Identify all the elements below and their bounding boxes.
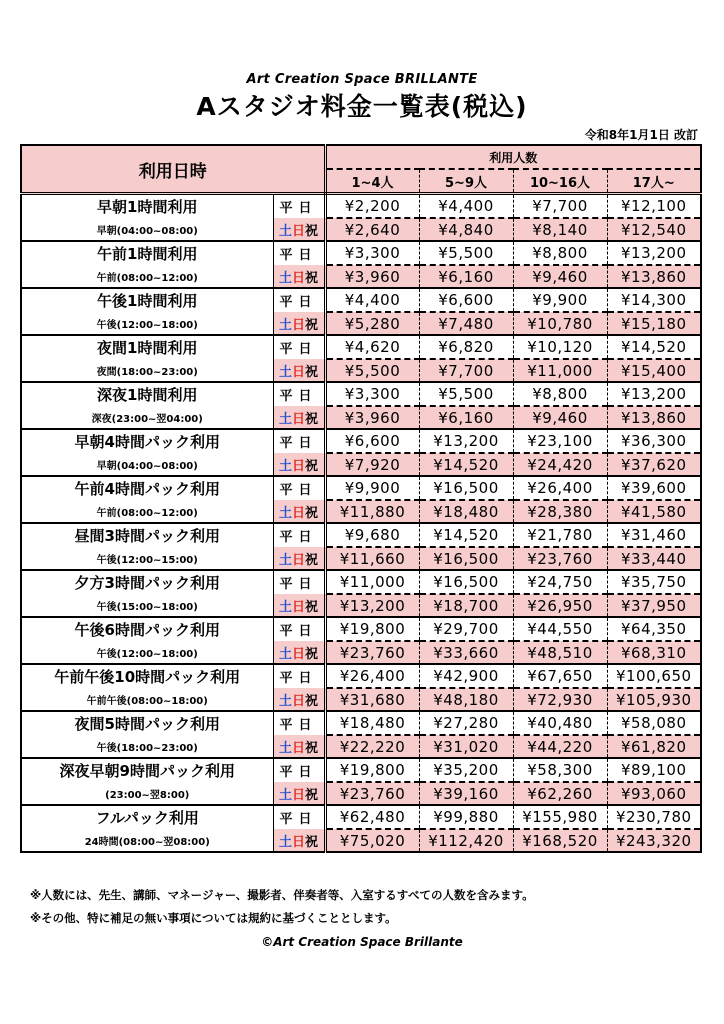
holiday-price: ¥23,760 [325,782,419,805]
weekday-price: ¥39,600 [607,476,701,500]
sunday-mark: 日 [291,599,305,615]
holiday-price: ¥62,260 [513,782,607,805]
weekday-price: ¥44,550 [513,617,607,641]
plan-holiday-row [21,359,701,382]
holiday-price: ¥168,520 [513,829,607,852]
holiday-mark: 祝 [305,458,319,474]
holiday-price: ¥5,500 [325,359,419,382]
holiday-price: ¥16,500 [419,547,513,570]
holiday-mark: 祝 [305,787,319,803]
saturday-mark: 土 [278,599,292,615]
holiday-price: ¥48,180 [419,688,513,711]
weekday-price: ¥19,800 [325,758,419,782]
people-column-header: 1~4人 [325,169,419,194]
plan-weekday-row [21,288,701,312]
weekday-label: 平日 [273,570,325,594]
holiday-price: ¥23,760 [513,547,607,570]
weekday-price: ¥18,480 [325,711,419,735]
weekday-price: ¥67,650 [513,664,607,688]
weekday-price: ¥13,200 [607,241,701,265]
copyright: ©Art Creation Space Brillante [261,935,463,949]
people-column-header: 10~16人 [513,169,607,194]
weekday-price: ¥42,900 [419,664,513,688]
holiday-price: ¥13,200 [325,594,419,617]
holiday-price: ¥12,540 [607,218,701,241]
plan-holiday-row [21,453,701,476]
holiday-price: ¥22,220 [325,735,419,758]
holiday-price: ¥3,960 [325,406,419,429]
holiday-price: ¥6,160 [419,406,513,429]
weekday-price: ¥11,000 [325,570,419,594]
plan-name: 午後1時間利用 [21,288,273,312]
holiday-price: ¥9,460 [513,406,607,429]
sunday-mark: 日 [291,458,305,474]
holiday-price: ¥37,950 [607,594,701,617]
weekday-price: ¥5,500 [419,241,513,265]
holiday-label [273,312,325,335]
holiday-mark: 祝 [305,552,319,568]
weekday-price: ¥10,120 [513,335,607,359]
sunday-mark: 日 [291,505,305,521]
weekday-price: ¥6,600 [325,429,419,453]
weekday-price: ¥2,200 [325,194,419,219]
price-table [20,144,702,853]
holiday-price: ¥26,950 [513,594,607,617]
holiday-price: ¥15,400 [607,359,701,382]
holiday-mark: 祝 [305,599,319,615]
sunday-mark: 日 [291,223,305,239]
holiday-label [273,641,325,664]
holiday-price: ¥28,380 [513,500,607,523]
holiday-label [273,453,325,476]
footer-note-terms: ※その他、特に補足の無い事項については規約に基づくこととします。 [30,911,397,925]
studio-subtitle: Art Creation Space BRILLANTE [246,72,478,87]
holiday-label [273,359,325,382]
holiday-price: ¥11,660 [325,547,419,570]
plan-name: 昼間3時間パック利用 [21,523,273,547]
weekday-price: ¥9,680 [325,523,419,547]
holiday-mark: 祝 [305,411,319,427]
holiday-price: ¥41,580 [607,500,701,523]
holiday-price: ¥112,420 [419,829,513,852]
holiday-label [273,735,325,758]
people-count-header: 利用人数 [325,145,701,169]
weekday-price: ¥230,780 [607,805,701,829]
saturday-mark: 土 [278,458,292,474]
weekday-price: ¥13,200 [419,429,513,453]
holiday-price: ¥23,760 [325,641,419,664]
weekday-label: 平日 [273,194,325,219]
holiday-price: ¥4,840 [419,218,513,241]
plan-weekday-row [21,429,701,453]
plan-weekday-row [21,664,701,688]
sunday-mark: 日 [291,740,305,756]
weekday-label: 平日 [273,758,325,782]
weekday-price: ¥6,820 [419,335,513,359]
holiday-mark: 祝 [305,364,319,380]
weekday-label: 平日 [273,382,325,406]
plan-weekday-row [21,241,701,265]
holiday-price: ¥105,930 [607,688,701,711]
holiday-price: ¥33,440 [607,547,701,570]
holiday-mark: 祝 [305,646,319,662]
plan-rows [21,194,701,853]
weekday-price: ¥19,800 [325,617,419,641]
weekday-price: ¥89,100 [607,758,701,782]
weekday-price: ¥5,500 [419,382,513,406]
saturday-mark: 土 [278,223,292,239]
saturday-mark: 土 [278,317,292,333]
plan-name: 午前1時間利用 [21,241,273,265]
plan-time-range: 午後(12:00~18:00) [96,648,198,660]
plan-weekday-row [21,805,701,829]
plan-holiday-row [21,312,701,335]
weekday-label: 平日 [273,617,325,641]
holiday-label [273,406,325,429]
weekday-price: ¥8,800 [513,382,607,406]
plan-name: 午前午後10時間パック利用 [21,664,273,688]
plan-time-range: 夜間(18:00~23:00) [96,366,198,378]
plan-holiday-row [21,594,701,617]
holiday-price: ¥44,220 [513,735,607,758]
holiday-price: ¥13,860 [607,406,701,429]
weekday-price: ¥12,100 [607,194,701,219]
holiday-price: ¥9,460 [513,265,607,288]
plan-time-range: (23:00~翌8:00) [105,789,190,801]
weekday-price: ¥36,300 [607,429,701,453]
holiday-price: ¥11,880 [325,500,419,523]
weekday-price: ¥99,880 [419,805,513,829]
holiday-price: ¥61,820 [607,735,701,758]
weekday-label: 平日 [273,241,325,265]
holiday-price: ¥18,480 [419,500,513,523]
revision-date: 令和8年1月1日 改訂 [584,128,698,142]
saturday-mark: 土 [278,505,292,521]
weekday-price: ¥4,620 [325,335,419,359]
sunday-mark: 日 [291,834,305,850]
holiday-price: ¥24,420 [513,453,607,476]
holiday-price: ¥13,860 [607,265,701,288]
weekday-price: ¥35,750 [607,570,701,594]
holiday-mark: 祝 [305,505,319,521]
weekday-price: ¥9,900 [325,476,419,500]
holiday-price: ¥7,480 [419,312,513,335]
weekday-price: ¥3,300 [325,382,419,406]
holiday-price: ¥31,020 [419,735,513,758]
footer-note-people: ※人数には、先生、講師、マネージャー、撮影者、伴奏者等、入室するすべての人数を含みます。 [30,888,534,902]
holiday-label [273,265,325,288]
plan-weekday-row [21,711,701,735]
plan-time-range: 午前(08:00~12:00) [96,272,198,284]
holiday-mark: 祝 [305,693,319,709]
plan-weekday-row [21,382,701,406]
weekday-price: ¥13,200 [607,382,701,406]
holiday-mark: 祝 [305,834,319,850]
saturday-mark: 土 [278,270,292,286]
holiday-mark: 祝 [305,740,319,756]
weekday-price: ¥155,980 [513,805,607,829]
holiday-label [273,500,325,523]
holiday-label [273,594,325,617]
weekday-price: ¥26,400 [325,664,419,688]
holiday-price: ¥31,680 [325,688,419,711]
holiday-price: ¥7,700 [419,359,513,382]
sunday-mark: 日 [291,787,305,803]
weekday-price: ¥14,520 [607,335,701,359]
plan-time-range: 早朝(04:00~08:00) [96,225,198,237]
holiday-price: ¥39,160 [419,782,513,805]
holiday-price: ¥68,310 [607,641,701,664]
sunday-mark: 日 [291,411,305,427]
holiday-price: ¥6,160 [419,265,513,288]
weekday-label: 平日 [273,523,325,547]
plan-weekday-row [21,758,701,782]
plan-weekday-row [21,617,701,641]
plan-weekday-row [21,335,701,359]
holiday-price: ¥7,920 [325,453,419,476]
plan-holiday-row [21,406,701,429]
weekday-price: ¥14,520 [419,523,513,547]
weekday-price: ¥8,800 [513,241,607,265]
weekday-price: ¥58,080 [607,711,701,735]
sunday-mark: 日 [291,646,305,662]
saturday-mark: 土 [278,740,292,756]
plan-holiday-row [21,688,701,711]
plan-weekday-row [21,523,701,547]
plan-holiday-row [21,735,701,758]
weekday-label: 平日 [273,711,325,735]
weekday-label: 平日 [273,805,325,829]
weekday-price: ¥64,350 [607,617,701,641]
plan-holiday-row [21,500,701,523]
holiday-price: ¥14,520 [419,453,513,476]
plan-time-range: 午後(18:00~23:00) [96,742,198,754]
plan-name: 夜間1時間利用 [21,335,273,359]
people-column-header: 5~9人 [419,169,513,194]
holiday-price: ¥48,510 [513,641,607,664]
plan-time-range: 早朝(04:00~08:00) [96,460,198,472]
weekday-label: 平日 [273,664,325,688]
plan-name: 深夜早朝9時間パック利用 [21,758,273,782]
holiday-label [273,782,325,805]
holiday-label [273,829,325,852]
plan-holiday-row [21,265,701,288]
weekday-price: ¥31,460 [607,523,701,547]
plan-name: 夜間5時間パック利用 [21,711,273,735]
weekday-price: ¥24,750 [513,570,607,594]
weekday-label: 平日 [273,429,325,453]
weekday-price: ¥16,500 [419,476,513,500]
sunday-mark: 日 [291,552,305,568]
people-column-header: 17人~ [607,169,701,194]
weekday-price: ¥16,500 [419,570,513,594]
weekday-price: ¥100,650 [607,664,701,688]
weekday-label: 平日 [273,476,325,500]
weekday-price: ¥40,480 [513,711,607,735]
plan-weekday-row [21,570,701,594]
holiday-label [273,547,325,570]
plan-time-range: 午後(12:00~18:00) [96,319,198,331]
weekday-price: ¥29,700 [419,617,513,641]
plan-time-range: 午前(08:00~12:00) [96,507,198,519]
holiday-mark: 祝 [305,270,319,286]
plan-holiday-row [21,829,701,852]
plan-holiday-row [21,782,701,805]
plan-holiday-row [21,547,701,570]
weekday-price: ¥21,780 [513,523,607,547]
usage-datetime-header: 利用日時 [21,145,325,194]
weekday-price: ¥35,200 [419,758,513,782]
weekday-label: 平日 [273,288,325,312]
weekday-price: ¥4,400 [419,194,513,219]
weekday-label: 平日 [273,335,325,359]
plan-weekday-row [21,194,701,219]
weekday-price: ¥58,300 [513,758,607,782]
plan-time-range: 午後(12:00~15:00) [96,554,198,566]
saturday-mark: 土 [278,646,292,662]
weekday-price: ¥23,100 [513,429,607,453]
plan-name: 午前4時間パック利用 [21,476,273,500]
holiday-price: ¥18,700 [419,594,513,617]
holiday-price: ¥37,620 [607,453,701,476]
saturday-mark: 土 [278,787,292,803]
holiday-price: ¥11,000 [513,359,607,382]
plan-weekday-row [21,476,701,500]
weekday-price: ¥27,280 [419,711,513,735]
saturday-mark: 土 [278,411,292,427]
saturday-mark: 土 [278,552,292,568]
weekday-price: ¥14,300 [607,288,701,312]
plan-holiday-row [21,218,701,241]
holiday-price: ¥3,960 [325,265,419,288]
sunday-mark: 日 [291,693,305,709]
page-title: Aスタジオ料金一覧表(税込) [196,92,528,121]
holiday-price: ¥75,020 [325,829,419,852]
holiday-price: ¥5,280 [325,312,419,335]
plan-time-range: 午後(15:00~18:00) [96,601,198,613]
holiday-price: ¥10,780 [513,312,607,335]
weekday-price: ¥7,700 [513,194,607,219]
holiday-label [273,688,325,711]
holiday-price: ¥2,640 [325,218,419,241]
holiday-price: ¥72,930 [513,688,607,711]
weekday-price: ¥26,400 [513,476,607,500]
plan-time-range: 深夜(23:00~翌04:00) [91,413,203,425]
sunday-mark: 日 [291,364,305,380]
plan-name: フルパック利用 [21,805,273,829]
plan-name: 深夜1時間利用 [21,382,273,406]
holiday-price: ¥93,060 [607,782,701,805]
weekday-price: ¥9,900 [513,288,607,312]
saturday-mark: 土 [278,364,292,380]
weekday-price: ¥3,300 [325,241,419,265]
saturday-mark: 土 [278,834,292,850]
weekday-price: ¥62,480 [325,805,419,829]
plan-name: 早朝1時間利用 [21,194,273,219]
weekday-price: ¥4,400 [325,288,419,312]
saturday-mark: 土 [278,693,292,709]
holiday-price: ¥243,320 [607,829,701,852]
plan-time-range: 24時間(08:00~翌08:00) [84,836,210,848]
sunday-mark: 日 [291,317,305,333]
holiday-price: ¥15,180 [607,312,701,335]
holiday-price: ¥33,660 [419,641,513,664]
plan-name: 夕方3時間パック利用 [21,570,273,594]
plan-name: 早朝4時間パック利用 [21,429,273,453]
weekday-price: ¥6,600 [419,288,513,312]
sunday-mark: 日 [291,270,305,286]
plan-name: 午後6時間パック利用 [21,617,273,641]
plan-time-range: 午前午後(08:00~18:00) [86,695,208,707]
holiday-price: ¥8,140 [513,218,607,241]
plan-holiday-row [21,641,701,664]
holiday-label [273,218,325,241]
holiday-mark: 祝 [305,317,319,333]
holiday-mark: 祝 [305,223,319,239]
